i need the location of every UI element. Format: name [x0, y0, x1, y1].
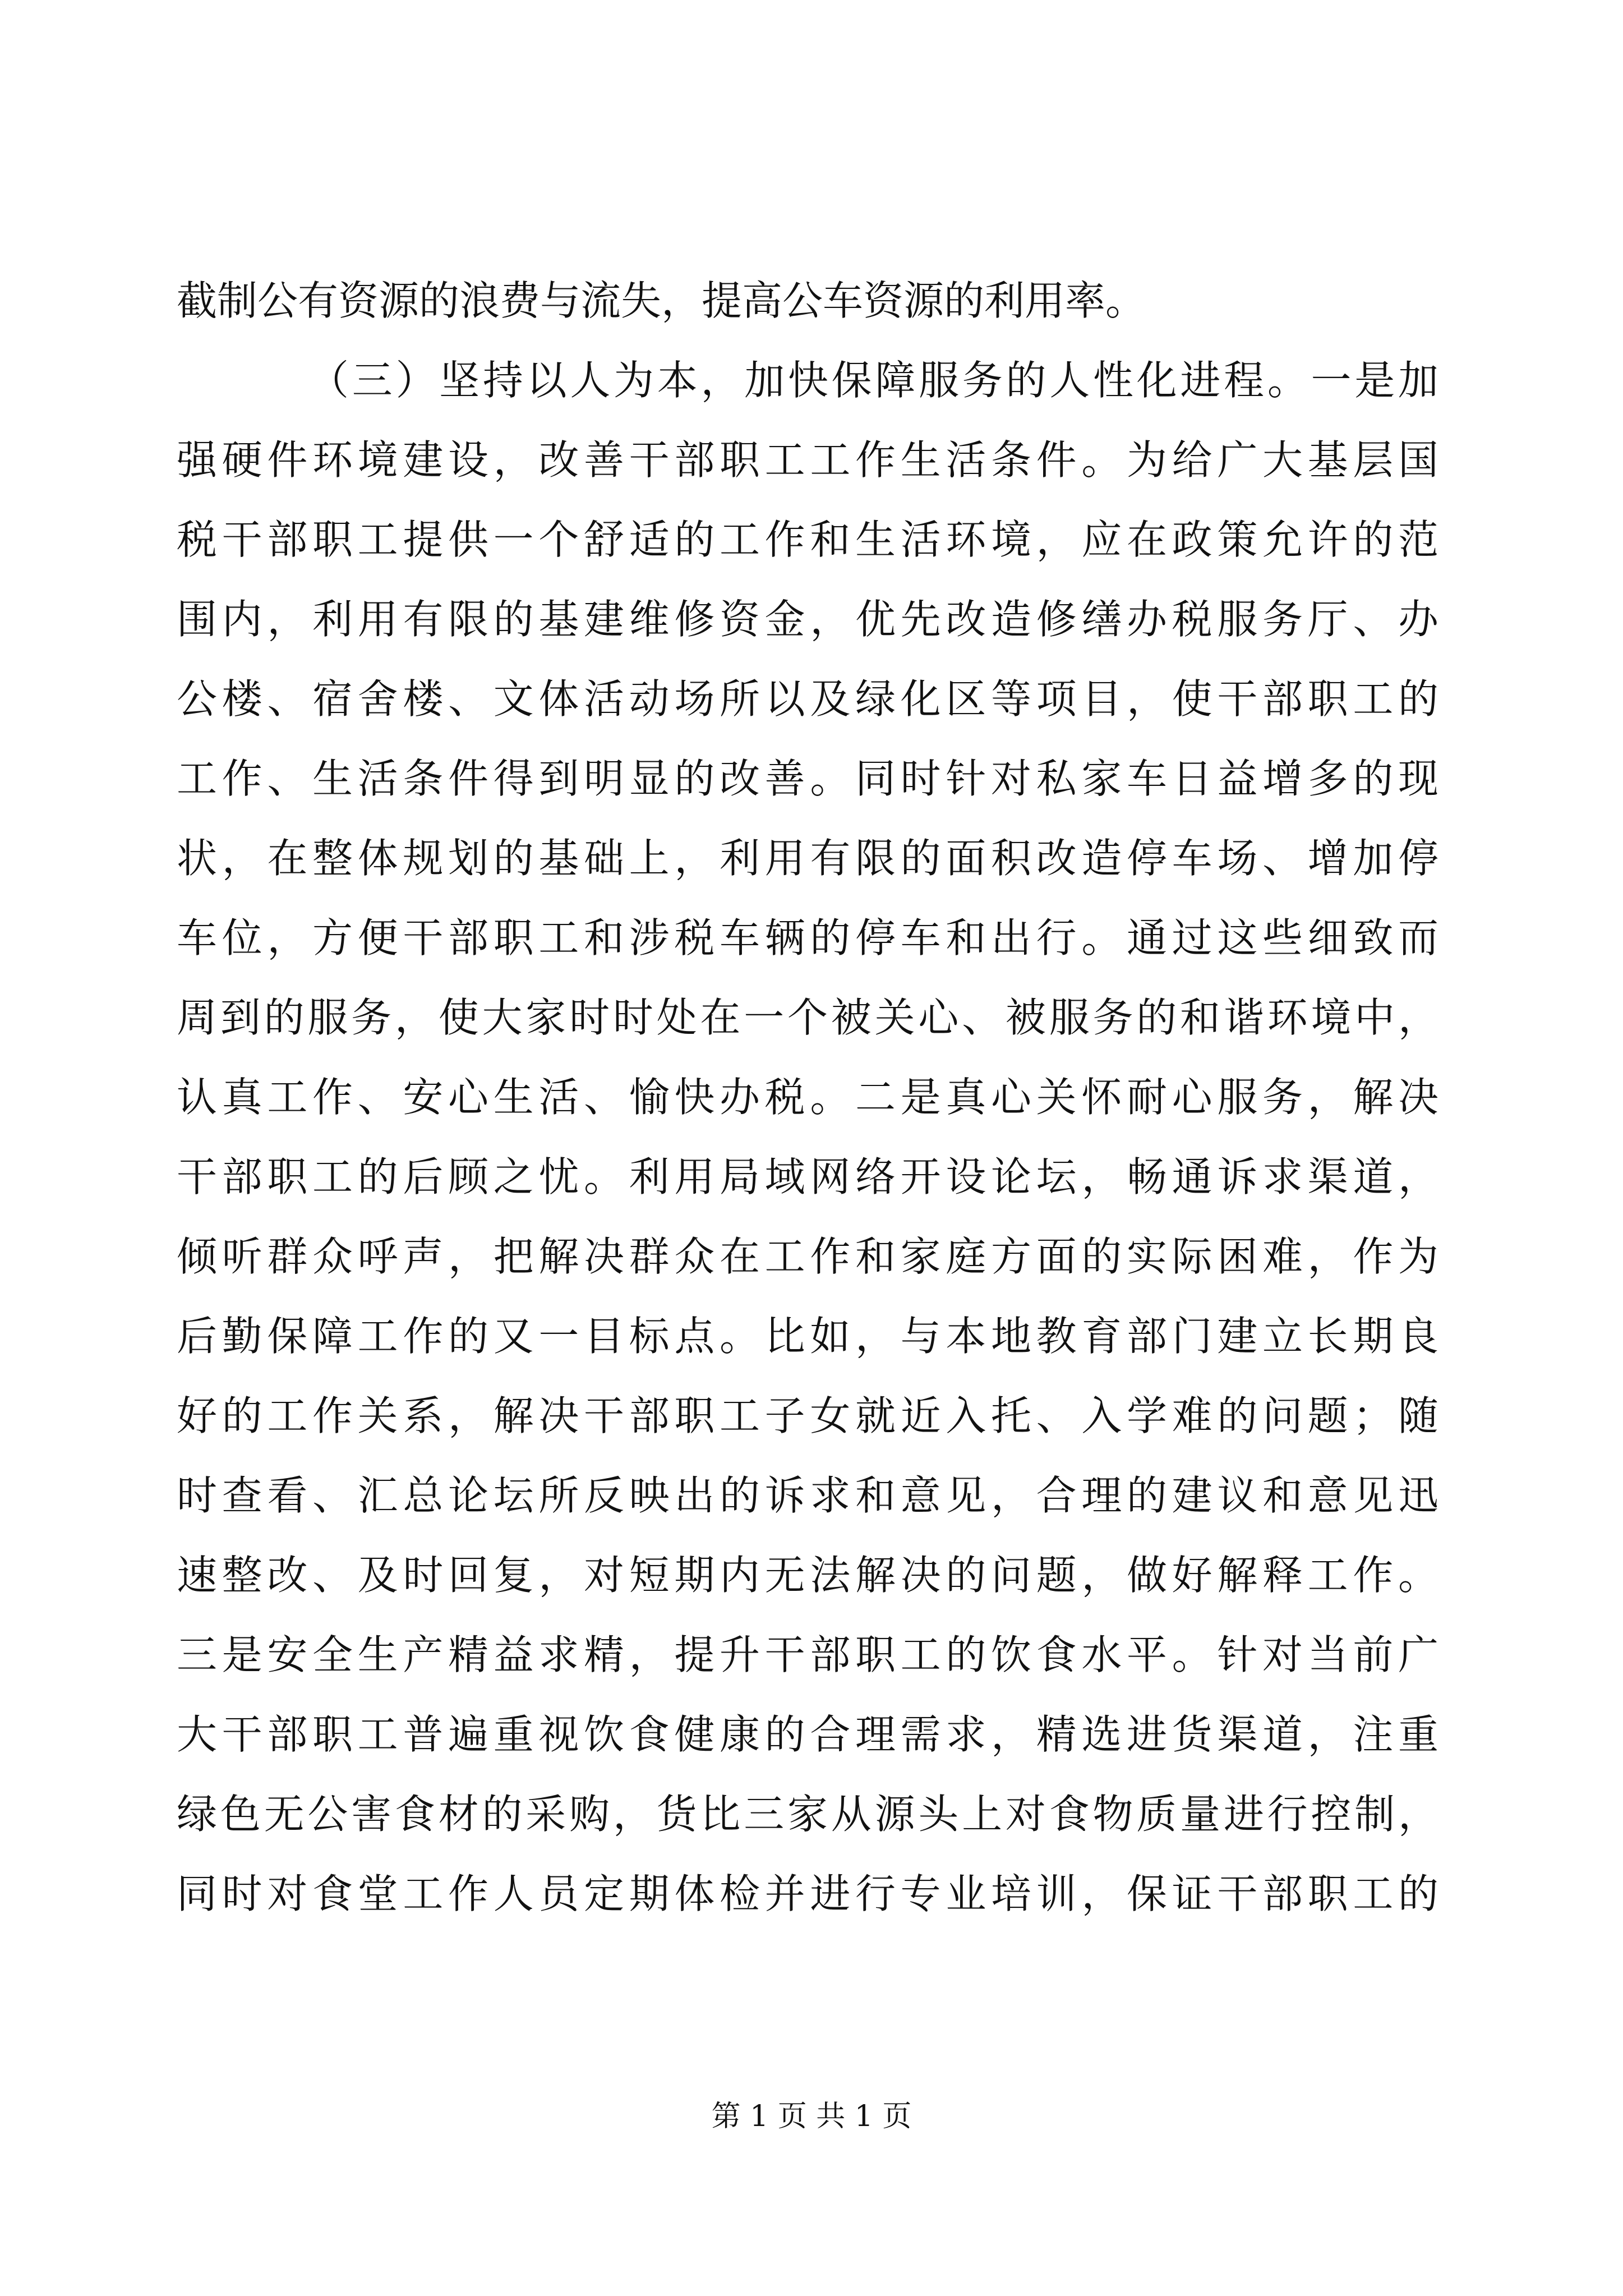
text-line-13: 倾听群众呼声，把解决群众在工作和家庭方面的实际困难，作为 [177, 1233, 1438, 1280]
text-line-9: 车位，方便干部职工和涉税车辆的停车和出行。通过这些细致而 [177, 914, 1438, 961]
text-line-15: 好的工作关系，解决干部职工子女就近入托、入学难的问题；随 [177, 1392, 1438, 1439]
body-text [177, 261, 1438, 1934]
text-line-2: （三）坚持以人为本，加快保障服务的人性化进程。一是加 [308, 357, 1438, 404]
text-line-3: 强硬件环境建设，改善干部职工工作生活条件。为给广大基层国 [177, 436, 1438, 484]
text-line-7: 工作、生活条件得到明显的改善。同时针对私家车日益增多的现 [177, 755, 1438, 802]
text-line-12: 干部职工的后顾之忧。利用局域网络开设论坛，畅通诉求渠道， [177, 1153, 1438, 1200]
page-footer [0, 2097, 1623, 2136]
text-line-10: 周到的服务，使大家时时处在一个被关心、被服务的和谐环境中， [177, 994, 1438, 1041]
text-line-5: 围内，利用有限的基建维修资金，优先改造修缮办税服务厅、办 [177, 596, 1438, 643]
page-number-label: 第 1 页 共 1 页 [711, 2100, 912, 2133]
text-line-6: 公楼、宿舍楼、文体活动场所以及绿化区等项目，使干部职工的 [177, 675, 1438, 723]
text-line-8: 状，在整体规划的基础上，利用有限的面积改造停车场、增加停 [177, 835, 1438, 882]
text-line-14: 后勤保障工作的又一目标点。比如，与本地教育部门建立长期良 [177, 1313, 1438, 1360]
text-line-18: 三是安全生产精益求精，提升干部职工的饮食水平。针对当前广 [177, 1631, 1438, 1678]
text-line-11: 认真工作、安心生活、愉快办税。二是真心关怀耐心服务，解决 [177, 1074, 1438, 1121]
text-line-21: 同时对食堂工作人员定期体检并进行专业培训，保证干部职工的 [177, 1870, 1438, 1917]
text-line-20: 绿色无公害食材的采购，货比三家从源头上对食物质量进行控制， [177, 1791, 1438, 1838]
text-line-4: 税干部职工提供一个舒适的工作和生活环境，应在政策允许的范 [177, 516, 1438, 563]
text-line-1: 截制公有资源的浪费与流失，提高公车资源的利用率。 [177, 277, 1146, 324]
text-line-17: 速整改、及时回复，对短期内无法解决的问题，做好解释工作。 [177, 1552, 1438, 1599]
text-line-16: 时查看、汇总论坛所反映出的诉求和意见，合理的建议和意见迅 [177, 1472, 1438, 1519]
text-line-19: 大干部职工普遍重视饮食健康的合理需求，精选进货渠道，注重 [177, 1711, 1438, 1758]
